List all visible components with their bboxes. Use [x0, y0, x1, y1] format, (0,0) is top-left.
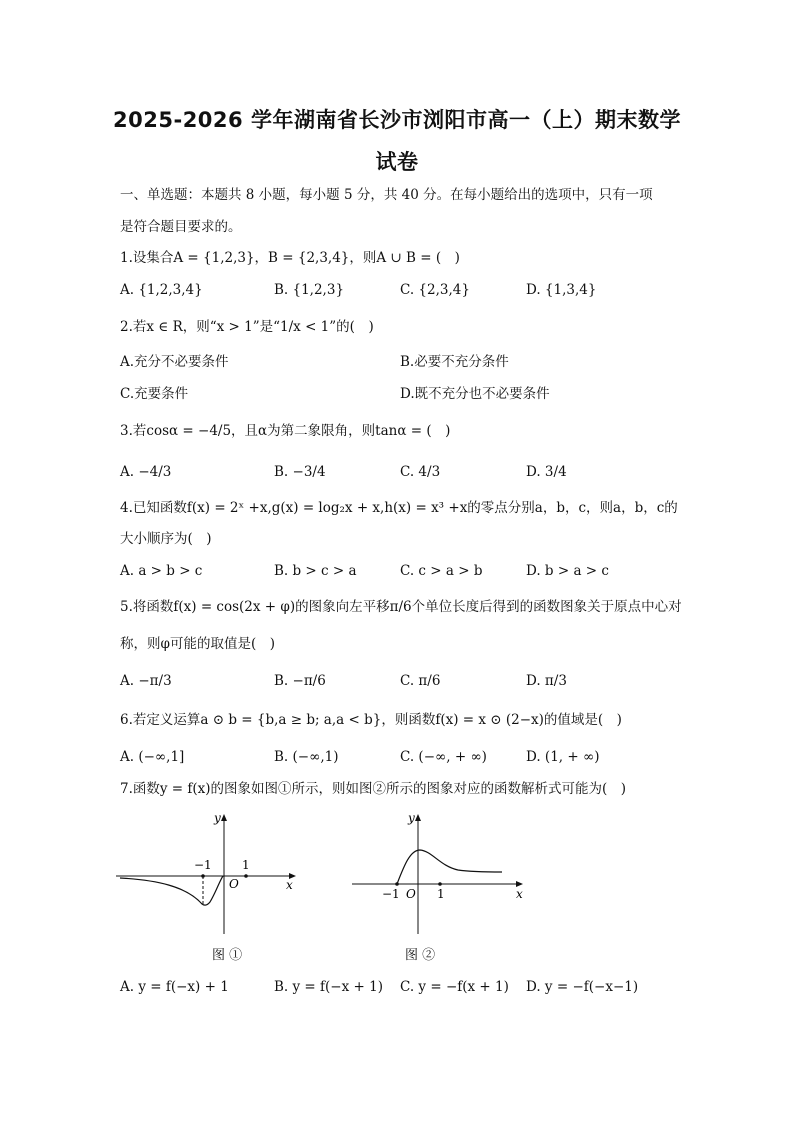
exam-title-line-2: 试卷 — [375, 150, 419, 174]
question-4-option-b: B. b > c > a — [274, 563, 357, 579]
figure-2-graph — [348, 806, 534, 936]
question-2-option-a: A.充分不必要条件 — [120, 354, 229, 370]
figure-1-point-neg1 — [201, 874, 205, 878]
section-instruction-line-2: 是符合题目要求的。 — [120, 219, 242, 235]
figure-1-curve — [120, 876, 223, 905]
figure-1-origin-label: O — [229, 877, 239, 891]
question-7-option-b: B. y = f(−x + 1) — [274, 979, 383, 995]
figure-2-origin-label: O — [406, 887, 416, 901]
question-1-option-d: D. {1,3,4} — [526, 282, 597, 298]
question-6-option-c: C. (−∞, + ∞) — [400, 749, 487, 765]
question-2-option-b: B.必要不充分条件 — [400, 354, 509, 370]
question-4-option-a: A. a > b > c — [120, 563, 203, 579]
section-instruction-line-1: 一、单选题：本题共 8 小题，每小题 5 分，共 40 分。在每小题给出的选项中，只有一项 — [120, 187, 653, 203]
figure-2-caption: 图 ② — [405, 948, 436, 963]
question-7-option-d: D. y = −f(−x−1) — [526, 979, 639, 995]
question-3-option-b: B. −3/4 — [274, 464, 326, 480]
figure-1-y-label: y — [214, 811, 221, 825]
question-4-option-c: C. c > a > b — [400, 563, 483, 579]
figure-2-y-label: y — [408, 811, 415, 825]
question-6-option-d: D. (1, + ∞) — [526, 749, 600, 765]
question-3-option-a: A. −4/3 — [120, 464, 172, 480]
figure-1-neg1-label: −1 — [194, 858, 212, 872]
figure-2-y-arrow-icon — [415, 814, 421, 821]
question-1-option-c: C. {2,3,4} — [400, 282, 470, 298]
figure-2-curve — [397, 850, 502, 884]
question-7-stem: 7.函数y = f(x)的图象如图①所示，则如图②所示的图象对应的函数解析式可能为( ) — [120, 781, 627, 797]
figure-2-one-label: 1 — [437, 887, 445, 901]
question-4-stem-line-1: 4.已知函数f(x) = 2ˣ +x,g(x) = log₂x + x,h(x) = x³ +x的零点分别a，b，c，则a，b，c的 — [120, 500, 678, 516]
figure-2-x-label: x — [516, 887, 523, 901]
question-1-option-a: A. {1,2,3,4} — [120, 282, 203, 298]
figure-1-caption: 图 ① — [212, 948, 243, 963]
question-2-stem: 2.若x ∈ R，则“x > 1”是“1/x < 1”的( ) — [120, 319, 374, 335]
figure-2-neg1-label: −1 — [382, 887, 400, 901]
figure-1-graph — [116, 806, 302, 936]
question-2-option-c: C.充要条件 — [120, 386, 189, 402]
question-3-option-d: D. 3/4 — [526, 464, 567, 480]
figure-1-point-1 — [244, 874, 248, 878]
question-6-option-a: A. (−∞,1] — [120, 749, 185, 765]
figure-2-point-neg1 — [395, 882, 399, 886]
question-5-option-c: C. π/6 — [400, 673, 441, 689]
question-5-stem-line-2: 称，则φ可能的取值是( ) — [120, 636, 275, 652]
question-5-option-d: D. π/3 — [526, 673, 567, 689]
question-5-option-a: A. −π/3 — [120, 673, 172, 689]
figure-2-point-1 — [438, 882, 442, 886]
question-6-stem: 6.若定义运算a ⊙ b = {b,a ≥ b; a,a < b}，则函数f(x) = x ⊙ (2−x)的值域是( ) — [120, 712, 622, 728]
figure-1-x-label: x — [286, 878, 293, 892]
exam-title-line-1: 2025-2026 学年湖南省长沙市浏阳市高一（上）期末数学 — [113, 108, 681, 132]
figure-1-one-label: 1 — [242, 858, 250, 872]
question-3-option-c: C. 4/3 — [400, 464, 441, 480]
question-1-option-b: B. {1,2,3} — [274, 282, 345, 298]
question-1-stem: 1.设集合A = {1,2,3}，B = {2,3,4}，则A ∪ B = ( ) — [120, 250, 460, 266]
figure-1-y-arrow-icon — [221, 814, 227, 821]
question-6-option-b: B. (−∞,1) — [274, 749, 339, 765]
question-4-stem-line-2: 大小顺序为( ) — [120, 531, 212, 547]
question-7-option-c: C. y = −f(x + 1) — [400, 979, 509, 995]
question-5-option-b: B. −π/6 — [274, 673, 326, 689]
question-3-stem: 3.若cosα = −4/5，且α为第二象限角，则tanα = ( ) — [120, 423, 451, 439]
question-7-option-a: A. y = f(−x) + 1 — [120, 979, 229, 995]
question-2-option-d: D.既不充分也不必要条件 — [400, 386, 550, 402]
question-5-stem-line-1: 5.将函数f(x) = cos(2x + φ)的图象向左平移π/6个单位长度后得到的函数图象关于原点中心对 — [120, 599, 682, 615]
question-4-option-d: D. b > a > c — [526, 563, 609, 579]
